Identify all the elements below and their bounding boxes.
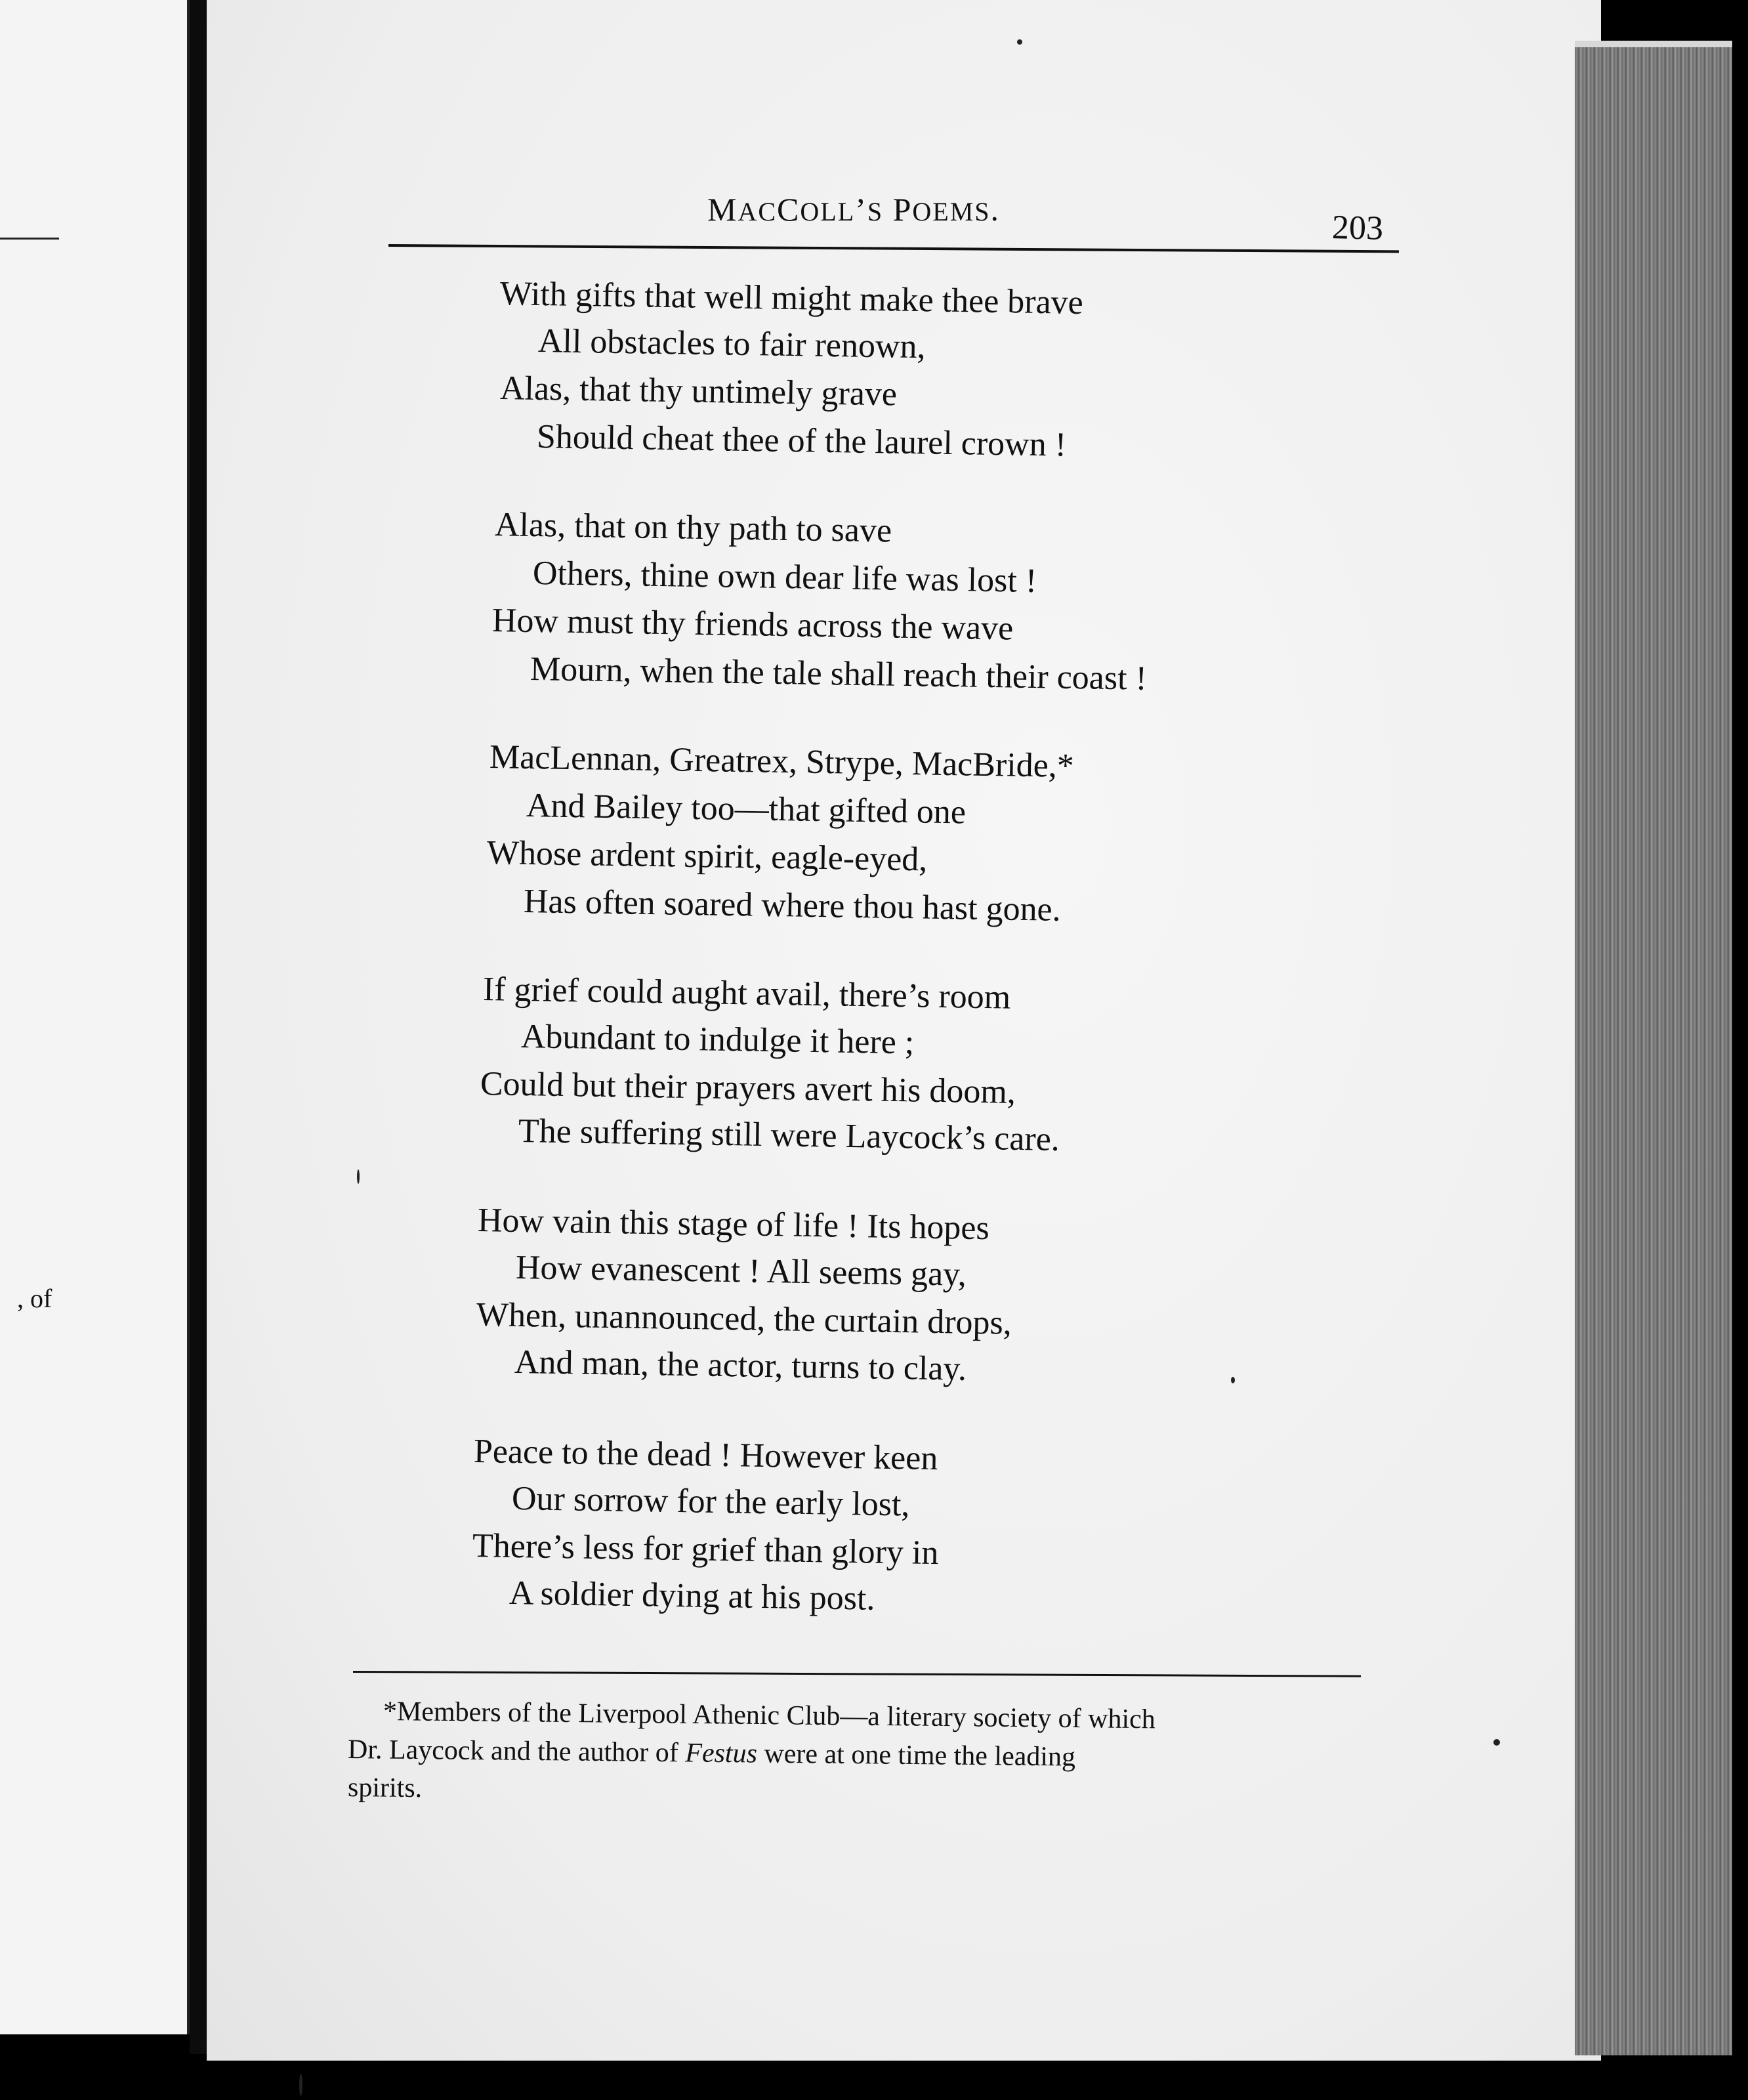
- poem-line: How evanescent ! All seems gay,: [515, 1249, 967, 1293]
- scan-speck: [1231, 1377, 1235, 1383]
- scan-speck: [1017, 39, 1022, 45]
- facing-page-fragment: , of: [17, 1284, 52, 1313]
- poem-line: Our sorrow for the early lost,: [511, 1480, 910, 1524]
- poem-line: And man, the actor, turns to clay.: [514, 1343, 967, 1388]
- poem-line: There’s less for grief than glory in: [472, 1527, 939, 1572]
- book-gutter: [190, 0, 207, 2054]
- facing-page-rule: [0, 238, 59, 240]
- page-edges: [1575, 47, 1732, 2055]
- poem-line: With gifts that well might make thee brave: [499, 275, 1084, 322]
- page-number: 203: [1331, 209, 1384, 247]
- running-head: MACCOLL’S POEMS.: [707, 191, 1001, 228]
- poem-line: And Bailey too—that gifted one: [526, 787, 967, 831]
- poem-line: How must thy friends across the wave: [491, 602, 1014, 648]
- poem-line: If grief could aught avail, there’s room: [482, 971, 1011, 1017]
- poem-line: A soldier dying at his post.: [509, 1574, 875, 1618]
- scan-speck: [357, 1169, 360, 1184]
- facing-page: [0, 0, 190, 2034]
- poem-line: Others, thine own dear life was lost !: [532, 555, 1037, 600]
- poem-line: The suffering still were Laycock’s care.: [518, 1112, 1060, 1158]
- poem-line: How vain this stage of life ! Its hopes: [477, 1202, 990, 1248]
- poem-line: MacLennan, Greatrex, Strype, MacBride,*: [489, 738, 1075, 785]
- footnote-line: *Members of the Liverpool Athenic Club—a literary society of which: [383, 1696, 1156, 1735]
- poem-line: Whose ardent spirit, eagle-eyed,: [486, 834, 928, 879]
- poem-line: Should cheat thee of the laurel crown !: [536, 418, 1067, 464]
- poem-line: Alas, that on thy path to save: [494, 506, 892, 550]
- scan-speck: [299, 2074, 302, 2096]
- poem-line: Alas, that thy untimely grave: [499, 369, 898, 413]
- poem-line: Abundant to indulge it here ;: [520, 1018, 915, 1062]
- poem-line: Mourn, when the tale shall reach their coast !: [530, 650, 1148, 698]
- poem-line: Could but their prayers avert his doom,: [480, 1065, 1016, 1111]
- poem-line: When, unannounced, the curtain drops,: [476, 1296, 1012, 1342]
- poem-line: All obstacles to fair renown,: [537, 322, 926, 366]
- scan-speck: [1493, 1739, 1500, 1746]
- footnote-line: spirits.: [347, 1773, 423, 1804]
- poem-line: Peace to the dead ! However keen: [473, 1433, 938, 1478]
- footnote-line: Dr. Laycock and the author of Festus were at one time the leading: [347, 1734, 1076, 1773]
- poem-line: Has often soared where thou hast gone.: [523, 883, 1062, 929]
- footnote-italic-title: Festus: [685, 1738, 758, 1769]
